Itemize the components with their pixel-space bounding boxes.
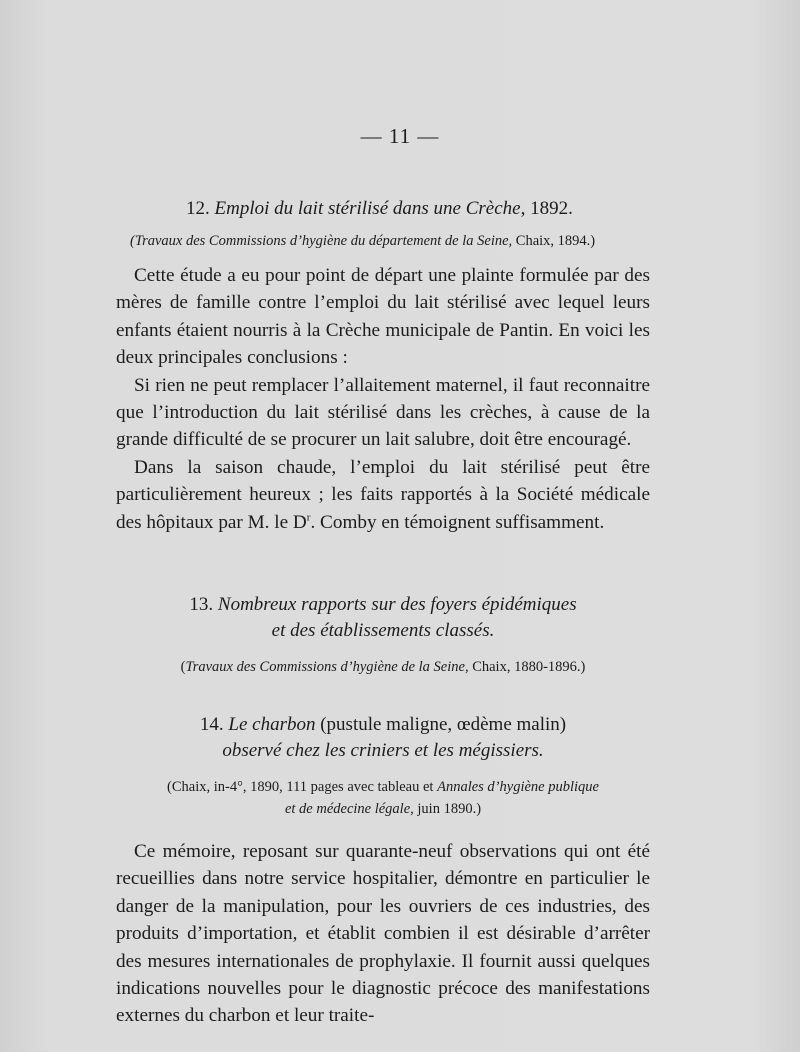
entry-13-title-line2: et des établissements classés. <box>271 620 495 641</box>
entry-13-source-italic: Travaux des Commissions d’hygiène de la Seine, <box>185 659 469 675</box>
entry-13-title-line1: Nombreux rapports sur des foyers épidémiques <box>217 594 577 615</box>
entry-13-source-open: ( <box>180 659 186 675</box>
entry-13-source <box>116 656 650 678</box>
entry-14-title-italic: Le charbon <box>228 714 316 735</box>
entry-12 <box>116 196 650 536</box>
entry-13-title <box>116 592 650 618</box>
entry-12-paragraph-1: Cette étude a eu pour point de départ une plainte formulée par des mères de famille contre l’emploi du lait stérilisé avec lequel leurs enfants étaient nourris à la Crèche municipale de Pantin. En voici les deux principales conclusions : <box>116 265 650 369</box>
page-number: — 11 — <box>360 124 440 148</box>
entry-14-title <box>116 712 650 738</box>
entry-12-number: 12. <box>186 198 210 219</box>
entry-14-title-line2: observé chez les criniers et les mégissiers. <box>222 740 544 761</box>
entry-12-title-text: Emploi du lait stérilisé dans une Crèche, <box>214 198 526 219</box>
entry-12-paragraph-3-sup: r <box>306 511 311 524</box>
entry-14-source-line2-plain: juin 1890.) <box>417 801 482 817</box>
entry-12-paragraph-3-text: Dans la saison chaude, l’emploi du lait stérilisé peut être particulièrement heureux ; les faits rapportés à la Société médicale des hôpitaux par M. le D <box>116 456 650 533</box>
entry-14-source-line2-italic: et de médecine légale, <box>284 801 414 817</box>
entry-12-paragraph-2: Si rien ne peut remplacer l’allaitement maternel, il faut reconnaitre que l’introduction du lait stérilisé dans les crèches, à cause de la grande difficulté de se procurer un lait salubre, doit être encouragé. <box>116 374 650 451</box>
entry-12-source-rest: Chaix, 1894.) <box>515 233 596 249</box>
entry-13 <box>116 592 650 678</box>
entry-13-source-rest: Chaix, 1880-1896.) <box>472 659 586 675</box>
entry-12-source-italic: (Travaux des Commissions d’hygiène du département de la Seine, <box>130 233 513 249</box>
entry-14 <box>116 712 650 1030</box>
entry-12-paragraph-3 <box>116 454 650 536</box>
entry-12-source <box>116 230 650 252</box>
entry-14-title-plain: (pustule maligne, œdème malin) <box>320 714 567 735</box>
entry-14-paragraph: Ce mémoire, reposant sur quarante-neuf observations qui ont été recueillies dans notre service hospitalier, démontre en particulier le danger de la manipulation, pour les ouvriers de ces industries, des produits d’importation, et établit combien il est désirable d’arrêter des mesures internationales de prophylaxie. Il fournit aussi quelques indications nouvelles pour le diagnostic précoce des manifestations externes du charbon et leur traite- <box>116 841 650 1027</box>
entry-12-year: 1892. <box>530 198 573 219</box>
entry-14-source-line1-italic: Annales d’hygiène publique <box>437 779 599 795</box>
entry-14-source <box>116 776 650 820</box>
entry-13-number: 13. <box>189 594 214 615</box>
entry-14-number: 14. <box>199 714 224 735</box>
entry-14-source-line1-plain: (Chaix, in-4°, 1890, 111 pages avec tableau et <box>167 779 434 795</box>
entry-12-title <box>116 196 650 222</box>
entry-12-paragraph-3-end: . Comby en témoignent suffisamment. <box>310 511 605 533</box>
